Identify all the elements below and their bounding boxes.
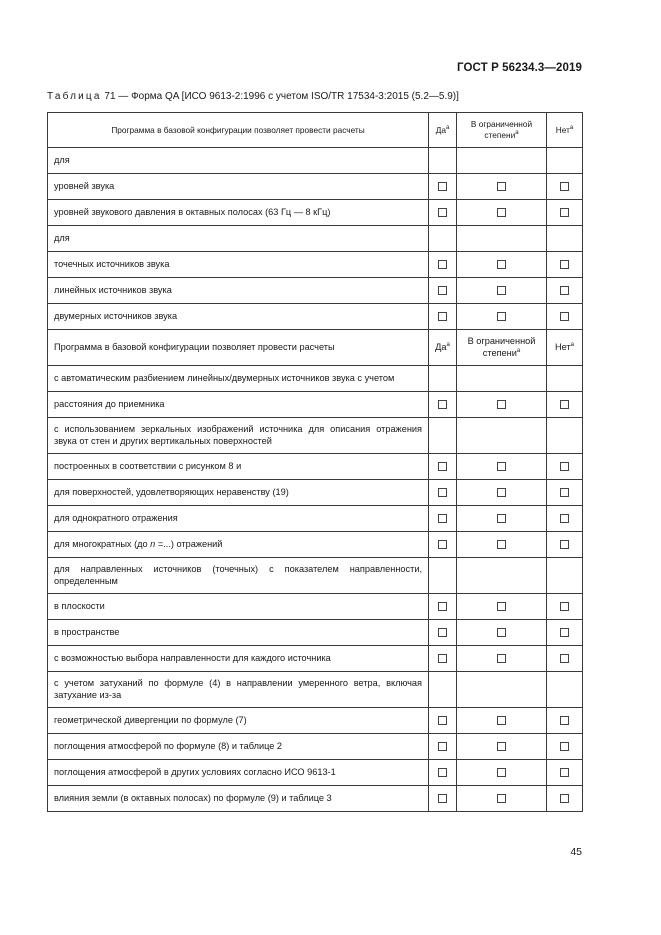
table-row (48, 760, 583, 786)
cell-no (547, 418, 583, 454)
cell-limited (457, 226, 547, 252)
checkbox-limited[interactable] (497, 768, 506, 777)
table-row (48, 532, 583, 558)
cell-limited (457, 278, 547, 304)
cell-no (547, 392, 583, 418)
table-row (48, 418, 583, 454)
cell-yes (429, 480, 457, 506)
cell-limited (457, 304, 547, 330)
cell-limited (457, 786, 547, 812)
cell-no (547, 506, 583, 532)
cell-no (547, 200, 583, 226)
checkbox-limited[interactable] (497, 794, 506, 803)
cell-no (547, 148, 583, 174)
checkbox-yes[interactable] (438, 260, 447, 269)
cell-yes (429, 558, 457, 594)
table-subheader-row (48, 330, 583, 366)
cell-limited (457, 708, 547, 734)
checkbox-limited[interactable] (497, 654, 506, 663)
table-row (48, 558, 583, 594)
cell-limited (457, 506, 547, 532)
cell-no (547, 532, 583, 558)
cell-limited (457, 558, 547, 594)
checkbox-no[interactable] (560, 260, 569, 269)
table-row (48, 594, 583, 620)
checkbox-no[interactable] (560, 540, 569, 549)
checkbox-no[interactable] (560, 400, 569, 409)
cell-limited (457, 594, 547, 620)
checkbox-yes[interactable] (438, 286, 447, 295)
checkbox-limited[interactable] (497, 488, 506, 497)
row-label: уровней звукового давления в октавных полосах (63 Гц — 8 кГц) (48, 200, 429, 226)
header-no: Нет$^a$ (547, 113, 583, 148)
cell-limited (457, 760, 547, 786)
row-label: в плоскости (48, 594, 429, 620)
checkbox-limited[interactable] (497, 312, 506, 321)
cell-no (547, 708, 583, 734)
checkbox-limited[interactable] (497, 514, 506, 523)
cell-yes (429, 646, 457, 672)
checkbox-no[interactable] (560, 602, 569, 611)
row-label: для однократного отражения (48, 506, 429, 532)
cell-no (547, 672, 583, 708)
row-label: поглощения атмосферой в других условиях согласно ИСО 9613-1 (48, 760, 429, 786)
table-row (48, 646, 583, 672)
cell-no (547, 558, 583, 594)
row-label: с учетом затуханий по формуле (4) в направлении умеренного ветра, включая затухание из-за (48, 672, 429, 708)
cell-no (547, 594, 583, 620)
table-row (48, 786, 583, 812)
document-code: ГОСТ Р 56234.3—2019 (457, 62, 582, 74)
subheader-program: Программа в базовой конфигурации позволяет провести расчеты (48, 330, 429, 366)
checkbox-yes[interactable] (438, 742, 447, 751)
cell-limited (457, 734, 547, 760)
checkbox-no[interactable] (560, 488, 569, 497)
cell-no (547, 646, 583, 672)
checkbox-no[interactable] (560, 286, 569, 295)
checkbox-limited[interactable] (497, 208, 506, 217)
checkbox-yes[interactable] (438, 182, 447, 191)
checkbox-no[interactable] (560, 716, 569, 725)
table-row (48, 708, 583, 734)
subheader-no: Нет$^a$ (547, 330, 583, 366)
cell-no (547, 734, 583, 760)
table-row (48, 200, 583, 226)
table-row (48, 506, 583, 532)
cell-yes (429, 594, 457, 620)
table-row (48, 620, 583, 646)
row-label: в пространстве (48, 620, 429, 646)
checkbox-limited[interactable] (497, 400, 506, 409)
cell-no (547, 226, 583, 252)
checkbox-yes[interactable] (438, 514, 447, 523)
row-label: расстояния до приемника (48, 392, 429, 418)
checkbox-limited[interactable] (497, 260, 506, 269)
checkbox-limited[interactable] (497, 286, 506, 295)
header-program: Программа в базовой конфигурации позволяет провести расчеты (48, 113, 429, 148)
row-label: двумерных источников звука (48, 304, 429, 330)
caption-label: Таблица (47, 91, 102, 102)
cell-yes (429, 454, 457, 480)
checkbox-no[interactable] (560, 312, 569, 321)
row-label: линейных источников звука (48, 278, 429, 304)
checkbox-no[interactable] (560, 654, 569, 663)
checkbox-no[interactable] (560, 182, 569, 191)
checkbox-limited[interactable] (497, 716, 506, 725)
cell-limited (457, 672, 547, 708)
cell-yes (429, 148, 457, 174)
cell-no (547, 480, 583, 506)
subheader-yes: $Да^a$ (429, 330, 457, 366)
cell-no (547, 760, 583, 786)
table-header-row (48, 113, 583, 148)
checkbox-limited[interactable] (497, 628, 506, 637)
cell-limited (457, 200, 547, 226)
checkbox-yes[interactable] (438, 628, 447, 637)
table-row (48, 454, 583, 480)
table-row (48, 480, 583, 506)
row-label: для (48, 148, 429, 174)
cell-limited (457, 392, 547, 418)
checkbox-yes[interactable] (438, 488, 447, 497)
checkbox-no[interactable] (560, 208, 569, 217)
cell-yes (429, 734, 457, 760)
cell-yes (429, 392, 457, 418)
row-label: для направленных источников (точечных) с показателем направленности, определенным (48, 558, 429, 594)
table-row (48, 174, 583, 200)
table-row (48, 278, 583, 304)
cell-limited (457, 480, 547, 506)
row-label: с автоматическим разбиением линейных/двумерных источников звука с учетом (48, 366, 429, 392)
checkbox-limited[interactable] (497, 742, 506, 751)
header-limited: В ограниченной степени$^a$ (457, 113, 547, 148)
row-label: с использованием зеркальных изображений источника для описания отражения звука от стен и других вертикальных поверхностей (48, 418, 429, 454)
cell-limited (457, 366, 547, 392)
table-caption (47, 91, 459, 102)
qa-form-table (47, 112, 583, 812)
row-label: с возможностью выбора направленности для каждого источника (48, 646, 429, 672)
caption-text: 71 — Форма QA [ИСО 9613-2:1996 с учетом ISO/TR 17534-3:2015 (5.2—5.9)] (101, 91, 459, 102)
cell-yes (429, 672, 457, 708)
checkbox-yes[interactable] (438, 312, 447, 321)
cell-yes (429, 708, 457, 734)
table-row (48, 226, 583, 252)
table-row (48, 252, 583, 278)
cell-yes (429, 532, 457, 558)
cell-limited (457, 252, 547, 278)
table-row (48, 392, 583, 418)
table-body (48, 148, 583, 812)
checkbox-yes[interactable] (438, 716, 447, 725)
cell-yes (429, 304, 457, 330)
cell-no (547, 786, 583, 812)
checkbox-yes[interactable] (438, 654, 447, 663)
checkbox-yes[interactable] (438, 400, 447, 409)
checkbox-yes[interactable] (438, 208, 447, 217)
cell-limited (457, 454, 547, 480)
cell-yes (429, 174, 457, 200)
table-row (48, 366, 583, 392)
cell-limited (457, 174, 547, 200)
cell-no (547, 278, 583, 304)
page-number: 45 (570, 846, 582, 858)
cell-yes (429, 506, 457, 532)
cell-no (547, 620, 583, 646)
checkbox-no[interactable] (560, 794, 569, 803)
cell-yes (429, 418, 457, 454)
checkbox-no[interactable] (560, 462, 569, 471)
cell-no (547, 454, 583, 480)
table-row (48, 734, 583, 760)
row-label: для многократных (до n =...) отражений (48, 532, 429, 558)
row-label: уровней звука (48, 174, 429, 200)
cell-limited (457, 418, 547, 454)
cell-no (547, 174, 583, 200)
checkbox-no[interactable] (560, 768, 569, 777)
cell-limited (457, 620, 547, 646)
cell-yes (429, 278, 457, 304)
table-row (48, 148, 583, 174)
cell-no (547, 252, 583, 278)
row-label: точечных источников звука (48, 252, 429, 278)
checkbox-yes[interactable] (438, 462, 447, 471)
checkbox-yes[interactable] (438, 794, 447, 803)
checkbox-limited[interactable] (497, 540, 506, 549)
cell-yes (429, 786, 457, 812)
checkbox-yes[interactable] (438, 768, 447, 777)
cell-yes (429, 760, 457, 786)
cell-no (547, 366, 583, 392)
row-label: для (48, 226, 429, 252)
checkbox-no[interactable] (560, 514, 569, 523)
checkbox-yes[interactable] (438, 602, 447, 611)
cell-yes (429, 620, 457, 646)
checkbox-limited[interactable] (497, 182, 506, 191)
checkbox-yes[interactable] (438, 540, 447, 549)
row-label: геометрической дивергенции по формуле (7) (48, 708, 429, 734)
subheader-limited: В ограниченной степени$^a$ (457, 330, 547, 366)
header-yes: $Да^a$ (429, 113, 457, 148)
cell-limited (457, 148, 547, 174)
checkbox-limited[interactable] (497, 602, 506, 611)
cell-no (547, 304, 583, 330)
table-row (48, 672, 583, 708)
table-row (48, 304, 583, 330)
row-label: построенных в соответствии с рисунком 8 и (48, 454, 429, 480)
cell-limited (457, 532, 547, 558)
cell-yes (429, 226, 457, 252)
cell-yes (429, 366, 457, 392)
row-label: поглощения атмосферой по формуле (8) и таблице 2 (48, 734, 429, 760)
checkbox-no[interactable] (560, 628, 569, 637)
checkbox-no[interactable] (560, 742, 569, 751)
row-label: влияния земли (в октавных полосах) по формуле (9) и таблице 3 (48, 786, 429, 812)
cell-yes (429, 200, 457, 226)
cell-limited (457, 646, 547, 672)
checkbox-limited[interactable] (497, 462, 506, 471)
row-label: для поверхностей, удовлетворяющих неравенству (19) (48, 480, 429, 506)
cell-yes (429, 252, 457, 278)
